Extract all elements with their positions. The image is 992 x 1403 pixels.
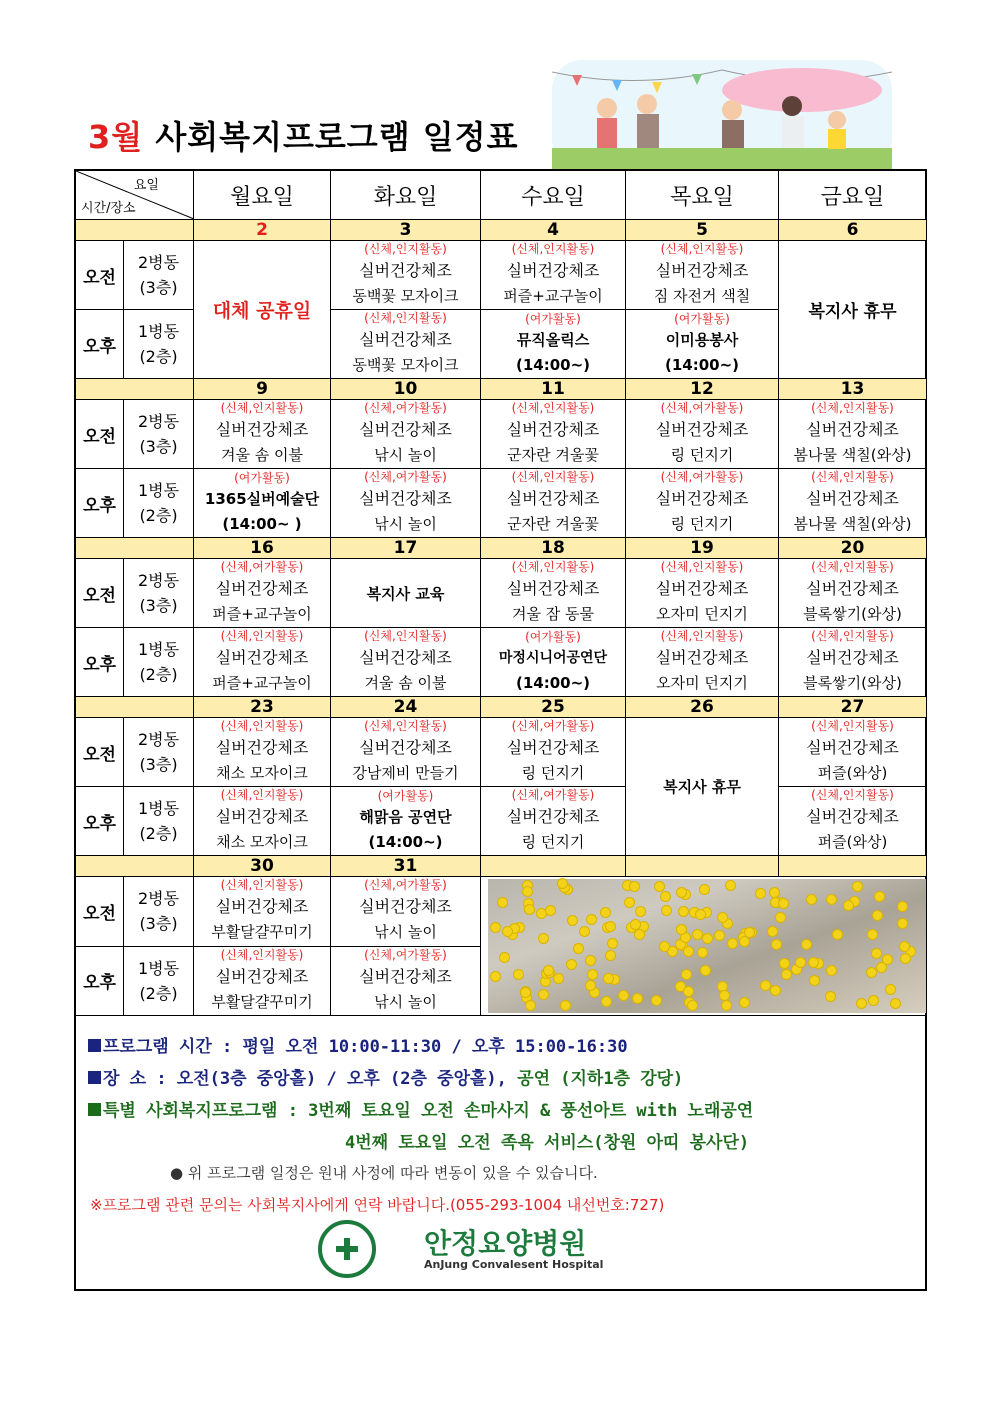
blossom-mark bbox=[608, 939, 617, 948]
program-cell: (신체,여가활동) 실버건강체조 낚시 놀이 bbox=[331, 946, 481, 1016]
corner-time-label: 시간/장소 bbox=[81, 201, 136, 216]
date-cell: 20 bbox=[779, 538, 927, 559]
blossom-mark bbox=[635, 930, 644, 939]
blossom-mark bbox=[558, 879, 567, 888]
header-day: 목요일 bbox=[626, 171, 779, 220]
blossom-mark bbox=[853, 882, 862, 891]
blossom-mark bbox=[544, 966, 553, 975]
blossom-mark bbox=[693, 930, 702, 939]
program-cell: (신체,여가활동) 실버건강체조 링 던지기 bbox=[481, 787, 626, 856]
program-cell: (신체,인지활동) 실버건강체조 짐 자전거 색칠 bbox=[626, 241, 779, 310]
photo-cell bbox=[481, 877, 927, 1016]
blossom-mark bbox=[539, 934, 548, 943]
blossom-mark bbox=[740, 998, 749, 1007]
blossom-mark bbox=[779, 899, 788, 908]
blossom-mark bbox=[802, 940, 811, 949]
date-cell: 26 bbox=[626, 697, 779, 718]
blossom-mark bbox=[604, 974, 613, 983]
date-cell: 10 bbox=[331, 379, 481, 400]
program-cell: (신체,인지활동) 실버건강체조 오자미 던지기 bbox=[626, 559, 779, 628]
header-day: 금요일 bbox=[779, 171, 927, 220]
blossom-mark bbox=[681, 933, 690, 942]
date-cell: 13 bbox=[779, 379, 927, 400]
program-cell: (신체,여가활동) 실버건강체조 링 던지기 bbox=[626, 400, 779, 469]
date-cell: 11 bbox=[481, 379, 626, 400]
blossom-mark bbox=[500, 953, 509, 962]
blossom-mark bbox=[677, 888, 686, 897]
program-cell: (신체,인지활동) 실버건강체조 강남제비 만들기 bbox=[331, 718, 481, 787]
am-row bbox=[76, 559, 927, 628]
blossom-mark bbox=[826, 992, 835, 1001]
blossom-mark bbox=[677, 925, 686, 934]
blossom-mark bbox=[872, 949, 881, 958]
blossom-mark bbox=[761, 981, 770, 990]
blossom-mark bbox=[625, 898, 634, 907]
blossom-mark bbox=[586, 981, 595, 990]
corner-day-label: 요일 bbox=[133, 178, 159, 193]
header-corner bbox=[76, 171, 194, 220]
blossom-mark bbox=[776, 913, 785, 922]
blossom-mark bbox=[588, 970, 597, 979]
blossom-mark bbox=[537, 909, 546, 918]
date-cell: 9 bbox=[194, 379, 331, 400]
blossom-mark bbox=[655, 882, 664, 891]
ward-label: 2병동 (3층) bbox=[124, 718, 194, 787]
program-cell: (신체,인지활동) 실버건강체조 겨울 잠 동물 bbox=[481, 559, 626, 628]
program-cell: (신체,인지활동) 실버건강체조 겨울 솜 이불 bbox=[194, 400, 331, 469]
blossom-mark bbox=[827, 966, 836, 975]
blossom-mark bbox=[701, 966, 710, 975]
date-cell: 30 bbox=[194, 856, 331, 877]
program-cell: (신체,인지활동) 실버건강체조 군자란 겨울꽃 bbox=[481, 400, 626, 469]
program-cell: (신체,인지활동) 실버건강체조 동백꽃 모자이크 bbox=[331, 310, 481, 379]
program-cell: (신체,인지활동) 실버건강체조 군자란 겨울꽃 bbox=[481, 469, 626, 538]
blossom-mark bbox=[561, 1001, 570, 1010]
program-cell: (신체,인지활동) 실버건강체조 퍼즐(와상) bbox=[779, 787, 927, 856]
blossom-mark bbox=[873, 911, 882, 920]
date-cell: 5 bbox=[626, 220, 779, 241]
special-program-note: 특별 사회복지프로그램 : 3번째 토요일 오전 손마사지 & 풍선아트 with 노래공연 bbox=[88, 1096, 753, 1121]
blossom-mark bbox=[898, 919, 907, 928]
blossom-mark bbox=[780, 959, 789, 968]
program-cell: (여가활동) 뮤직올릭스 (14:00~) bbox=[481, 310, 626, 379]
square-bullet-icon bbox=[88, 1103, 101, 1116]
program-cell: (신체,인지활동) 실버건강체조 봄나물 색칠(와상) bbox=[779, 400, 927, 469]
blossom-mark bbox=[503, 927, 512, 936]
schedule-table bbox=[75, 170, 927, 1016]
blossom-mark bbox=[867, 968, 876, 977]
am-label: 오전 bbox=[76, 241, 124, 310]
date-cell: 23 bbox=[194, 697, 331, 718]
blossom-mark bbox=[601, 908, 610, 917]
blossom-mark bbox=[541, 977, 550, 986]
blossom-mark bbox=[698, 948, 707, 957]
program-cell: (신체,인지활동) 실버건강체조 퍼즐+교구놀이 bbox=[481, 241, 626, 310]
blossom-mark bbox=[633, 994, 642, 1003]
date-cell: 19 bbox=[626, 538, 779, 559]
blossom-mark bbox=[833, 930, 842, 939]
blossom-mark bbox=[745, 928, 754, 937]
hospital-name-kr: 안정요양병원 bbox=[424, 1227, 587, 1260]
blossom-mark bbox=[875, 892, 884, 901]
blossom-mark bbox=[587, 915, 596, 924]
program-cell: (신체,인지활동) 실버건강체조 블록쌓기(와상) bbox=[779, 628, 927, 697]
blossom-mark bbox=[684, 987, 693, 996]
blossom-mark bbox=[770, 888, 779, 897]
blossom-mark bbox=[574, 944, 583, 953]
blossom-mark bbox=[756, 889, 765, 898]
off-duty-cell: 복지사 휴무 bbox=[626, 718, 779, 856]
ward-label: 2병동 (3층) bbox=[124, 241, 194, 310]
blossom-mark bbox=[679, 907, 688, 916]
blossom-mark bbox=[722, 1001, 731, 1010]
ward-label: 2병동 (3층) bbox=[124, 877, 194, 947]
blossom-mark bbox=[491, 972, 500, 981]
square-bullet-icon bbox=[88, 1071, 101, 1084]
program-cell: (신체,인지활동) 실버건강체조 오자미 던지기 bbox=[626, 628, 779, 697]
header-day: 수요일 bbox=[481, 171, 626, 220]
blossom-mark bbox=[661, 892, 670, 901]
hospital-name-en: AnJung Convalesent Hospital bbox=[424, 1258, 604, 1271]
program-cell: (여가활동) 마정시니어공연단 (14:00~) bbox=[481, 628, 626, 697]
blossom-mark bbox=[526, 1001, 535, 1010]
date-cell: 2 bbox=[194, 220, 331, 241]
am-row bbox=[76, 400, 927, 469]
date-cell: 18 bbox=[481, 538, 626, 559]
square-bullet-icon bbox=[88, 1039, 101, 1052]
program-cell: (신체,여가활동) 실버건강체조 낚시 놀이 bbox=[331, 877, 481, 947]
title-text: 사회복지프로그램 일정표 bbox=[155, 118, 519, 156]
date-row bbox=[76, 220, 927, 241]
staff-training-cell: 복지사 교육 bbox=[331, 559, 481, 628]
date-cell: 17 bbox=[331, 538, 481, 559]
blossom-mark bbox=[682, 970, 691, 979]
blossom-mark bbox=[521, 988, 530, 997]
blossom-mark bbox=[606, 951, 615, 960]
blossom-mark bbox=[827, 895, 836, 904]
ward-label: 2병동 (3층) bbox=[124, 400, 194, 469]
am-row bbox=[76, 241, 927, 310]
ward-label: 1병동 (2층) bbox=[124, 310, 194, 379]
off-duty-cell: 복지사 휴무 bbox=[779, 241, 927, 379]
ward-label: 1병동 (2층) bbox=[124, 946, 194, 1016]
holiday-cell: 대체 공휴일 bbox=[194, 241, 331, 379]
blossom-mark bbox=[901, 954, 910, 963]
blossom-mark bbox=[809, 958, 818, 967]
title-month: 3월 bbox=[88, 118, 144, 156]
blossom-mark bbox=[631, 920, 640, 929]
program-cell: (신체,인지활동) 실버건강체조 부활달걀꾸미기 bbox=[194, 946, 331, 1016]
pm-label: 오후 bbox=[76, 946, 124, 1016]
date-cell: 24 bbox=[331, 697, 481, 718]
page-title bbox=[88, 112, 519, 158]
blossom-mark bbox=[696, 910, 705, 919]
program-cell: (신체,여가활동) 실버건강체조 링 던지기 bbox=[626, 469, 779, 538]
blossom-mark bbox=[703, 934, 712, 943]
blossom-mark bbox=[869, 996, 878, 1005]
date-row bbox=[76, 697, 927, 718]
pm-row bbox=[76, 787, 927, 856]
place-note: 장 소 : 오전(3층 중앙홀) / 오후 (2층 중앙홀), 공연 (지하1층 강당) bbox=[88, 1064, 683, 1089]
blossom-mark bbox=[900, 942, 909, 951]
ward-label: 1병동 (2층) bbox=[124, 469, 194, 538]
header-row bbox=[76, 171, 927, 220]
pm-label: 오후 bbox=[76, 787, 124, 856]
blossom-mark bbox=[688, 1001, 697, 1010]
ward-label: 1병동 (2층) bbox=[124, 628, 194, 697]
blossom-mark bbox=[630, 882, 639, 891]
blossom-mark bbox=[898, 902, 907, 911]
date-cell: 31 bbox=[331, 856, 481, 877]
blossom-mark bbox=[782, 970, 791, 979]
program-cell: (여가활동) 1365실버예술단 (14:00~ ) bbox=[194, 469, 331, 538]
pm-label: 오후 bbox=[76, 310, 124, 379]
blossom-mark bbox=[567, 960, 576, 969]
schedule-change-note: ● 위 프로그램 일정은 원내 사정에 따라 변동이 있을 수 있습니다. bbox=[170, 1164, 598, 1182]
pm-row bbox=[76, 628, 927, 697]
program-cell: (신체,인지활동) 실버건강체조 퍼즐(와상) bbox=[779, 718, 927, 787]
blossom-mark bbox=[606, 922, 615, 931]
date-cell: 16 bbox=[194, 538, 331, 559]
blossom-mark bbox=[523, 887, 532, 896]
blossom-mark bbox=[768, 927, 777, 936]
blossom-mark bbox=[715, 931, 724, 940]
blossom-mark bbox=[546, 906, 555, 915]
header-day: 화요일 bbox=[331, 171, 481, 220]
blossom-mark bbox=[844, 901, 853, 910]
date-cell: 27 bbox=[779, 697, 927, 718]
program-cell: (신체,인지활동) 실버건강체조 동백꽃 모자이크 bbox=[331, 241, 481, 310]
date-cell: 3 bbox=[331, 220, 481, 241]
blossom-mark bbox=[525, 905, 534, 914]
date-row bbox=[76, 538, 927, 559]
blossom-mark bbox=[796, 958, 805, 967]
program-cell: (신체,인지활동) 실버건강체조 퍼즐+교구놀이 bbox=[194, 628, 331, 697]
blossom-mark bbox=[807, 895, 816, 904]
blossom-mark bbox=[514, 970, 523, 979]
blossom-mark bbox=[619, 991, 628, 1000]
blossom-mark bbox=[886, 985, 895, 994]
program-cell: (신체,여가활동) 실버건강체조 낚시 놀이 bbox=[331, 400, 481, 469]
blossom-mark bbox=[636, 907, 645, 916]
program-cell: (신체,인지활동) 실버건강체조 채소 모자이크 bbox=[194, 787, 331, 856]
blossom-mark bbox=[810, 976, 819, 985]
program-cell: (신체,인지활동) 실버건강체조 부활달걀꾸미기 bbox=[194, 877, 331, 947]
seniors-illustration bbox=[552, 60, 892, 170]
blossom-mark bbox=[580, 927, 589, 936]
am-row bbox=[76, 877, 927, 947]
date-cell: 6 bbox=[779, 220, 927, 241]
forsythia-photo bbox=[488, 879, 927, 1013]
date-cell: 12 bbox=[626, 379, 779, 400]
program-cell: (신체,인지활동) 실버건강체조 채소 모자이크 bbox=[194, 718, 331, 787]
blossom-mark bbox=[602, 997, 611, 1006]
am-label: 오전 bbox=[76, 559, 124, 628]
blossom-mark bbox=[662, 906, 671, 915]
blossom-mark bbox=[652, 996, 661, 1005]
date-row bbox=[76, 856, 927, 877]
blossom-mark bbox=[726, 881, 735, 890]
am-label: 오전 bbox=[76, 400, 124, 469]
blossom-mark bbox=[660, 942, 669, 951]
date-cell: 4 bbox=[481, 220, 626, 241]
blossom-mark bbox=[891, 999, 900, 1008]
blossom-mark bbox=[883, 955, 892, 964]
blossom-mark bbox=[868, 930, 877, 939]
program-cell: (신체,여가활동) 실버건강체조 퍼즐+교구놀이 bbox=[194, 559, 331, 628]
blossom-mark bbox=[718, 913, 727, 922]
ward-label: 2병동 (3층) bbox=[124, 559, 194, 628]
blossom-mark bbox=[772, 940, 781, 949]
blossom-mark bbox=[700, 885, 709, 894]
blossom-mark bbox=[728, 939, 737, 948]
program-cell: (신체,여가활동) 실버건강체조 링 던지기 bbox=[481, 718, 626, 787]
blossom-mark bbox=[877, 963, 886, 972]
date-cell: 25 bbox=[481, 697, 626, 718]
blossom-mark bbox=[539, 990, 548, 999]
blossom-mark bbox=[498, 898, 507, 907]
program-cell: (신체,여가활동) 실버건강체조 낚시 놀이 bbox=[331, 469, 481, 538]
blossom-mark bbox=[720, 991, 729, 1000]
ward-label: 1병동 (2층) bbox=[124, 787, 194, 856]
contact-note: ※프로그램 관련 문의는 사회복지사에게 연락 바랍니다.(055-293-1004 내선번호:727) bbox=[90, 1196, 665, 1214]
logo-divider bbox=[384, 1234, 416, 1266]
program-cell: (신체,인지활동) 실버건강체조 봄나물 색칠(와상) bbox=[779, 469, 927, 538]
blossom-mark bbox=[857, 999, 866, 1008]
blossom-mark bbox=[684, 947, 693, 956]
blossom-mark bbox=[771, 986, 780, 995]
am-label: 오전 bbox=[76, 718, 124, 787]
blossom-mark bbox=[554, 974, 563, 983]
blossom-mark bbox=[491, 923, 500, 932]
hospital-emblem-icon bbox=[318, 1220, 376, 1278]
program-cell: (신체,인지활동) 실버건강체조 블록쌓기(와상) bbox=[779, 559, 927, 628]
header-day: 월요일 bbox=[194, 171, 331, 220]
pm-row bbox=[76, 469, 927, 538]
am-row bbox=[76, 718, 927, 787]
blossom-mark bbox=[668, 947, 677, 956]
hospital-logo bbox=[318, 1220, 658, 1280]
pm-label: 오후 bbox=[76, 469, 124, 538]
blossom-mark bbox=[740, 937, 749, 946]
program-cell: (여가활동) 이미용봉사 (14:00~) bbox=[626, 310, 779, 379]
am-label: 오전 bbox=[76, 877, 124, 947]
blossom-mark bbox=[568, 916, 577, 925]
blossom-mark bbox=[586, 956, 595, 965]
program-cell: (여가활동) 해맑음 공연단 (14:00~) bbox=[331, 787, 481, 856]
program-time-note: 프로그램 시간 : 평일 오전 10:00-11:30 / 오후 15:00-16:30 bbox=[88, 1032, 628, 1057]
pm-label: 오후 bbox=[76, 628, 124, 697]
program-cell: (신체,인지활동) 실버건강체조 겨울 솜 이불 bbox=[331, 628, 481, 697]
blossom-mark bbox=[718, 982, 727, 991]
special-program-note-2: 4번째 토요일 오전 족욕 서비스(창원 아띠 봉사단) bbox=[345, 1133, 750, 1153]
date-row bbox=[76, 379, 927, 400]
